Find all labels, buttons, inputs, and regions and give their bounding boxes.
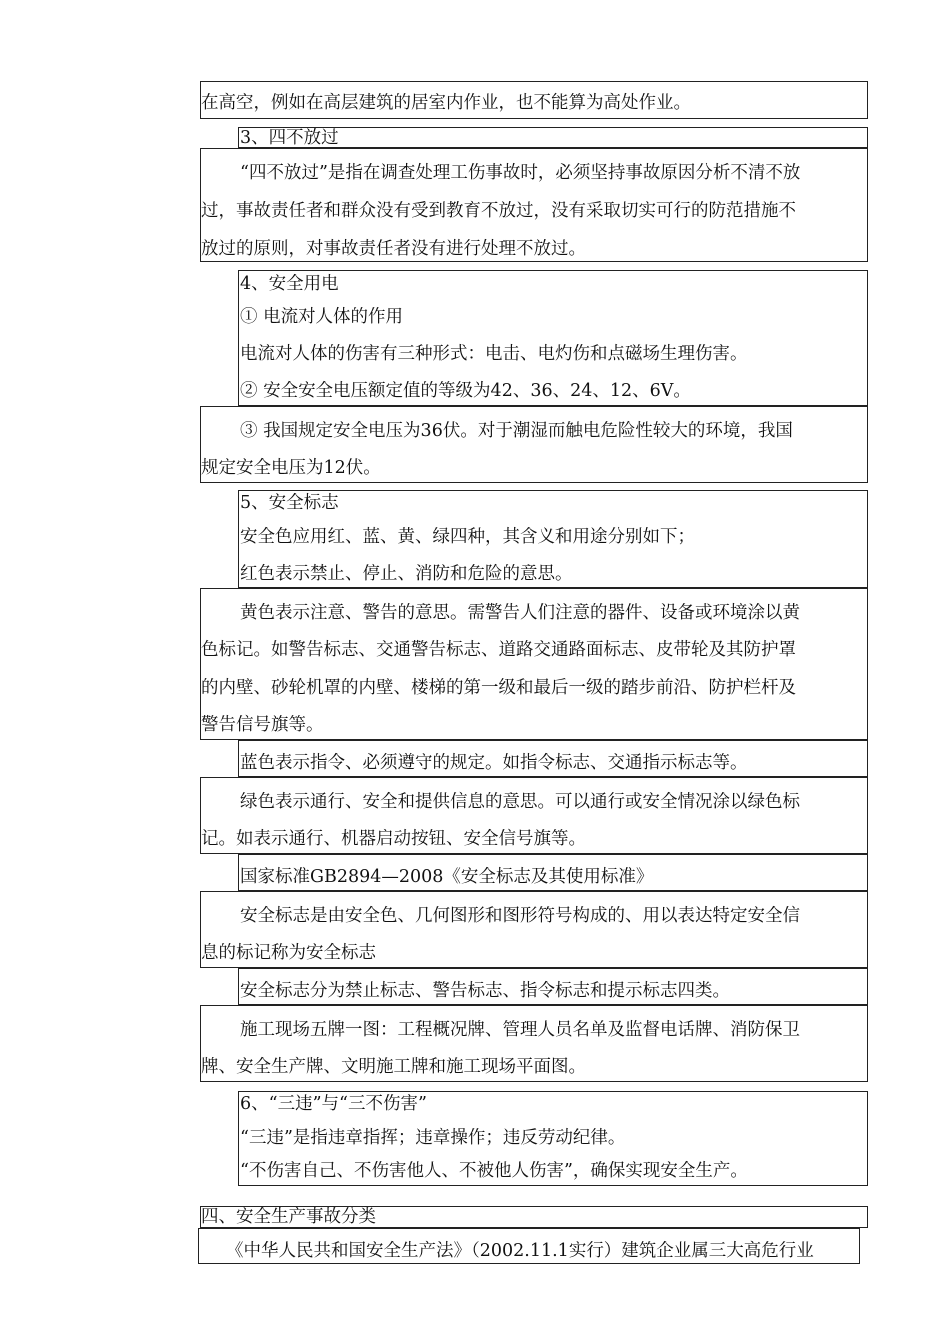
text-line: ① 电流对人体的作用	[240, 307, 404, 327]
section-heading: 6、“三违”与“三不伤害”	[240, 1094, 427, 1114]
text-line: 安全标志分为禁止标志、警告标志、指令标志和提示标志四类。	[240, 981, 730, 1001]
text-line: 在高空，例如在高层建筑的居室内作业，也不能算为高处作业。	[201, 93, 691, 113]
text-line: 施工现场五牌一图：工程概况牌、管理人员名单及监督电话牌、消防保卫	[240, 1020, 800, 1040]
text-line: 电流对人体的伤害有三种形式：电击、电灼伤和点磁场生理伤害。	[240, 344, 748, 364]
text-line: “不伤害自己、不伤害他人、不被他人伤害”，确保实现安全生产。	[240, 1161, 748, 1181]
text-line: ② 安全安全电压额定值的等级为42、36、24、12、6V。	[240, 381, 691, 401]
text-line: 色标记。如警告标志、交通警告标志、道路交通路面标志、皮带轮及其防护罩	[201, 640, 796, 660]
text-line: 的内壁、砂轮机罩的内壁、楼梯的第一级和最后一级的踏步前沿、防护栏杆及	[201, 678, 796, 698]
text-line: 记。如表示通行、机器启动按钮、安全信号旗等。	[201, 829, 586, 849]
chapter-heading: 四、安全生产事故分类	[201, 1207, 376, 1227]
text-line: 警告信号旗等。	[201, 715, 324, 735]
text-line: 绿色表示通行、安全和提供信息的意思。可以通行或安全情况涂以绿色标	[240, 792, 800, 812]
text-line: 安全色应用红、蓝、黄、绿四种，其含义和用途分别如下；	[240, 527, 695, 547]
text-line: 放过的原则，对事故责任者没有进行处理不放过。	[201, 239, 586, 259]
text-line: 安全标志是由安全色、几何图形和图形符号构成的、用以表达特定安全信	[240, 906, 800, 926]
section-heading: 4、安全用电	[240, 274, 339, 294]
text-line: 黄色表示注意、警告的意思。需警告人们注意的器件、设备或环境涂以黄	[240, 603, 800, 623]
text-line: 国家标准GB2894—2008《安全标志及其使用标准》	[240, 867, 654, 887]
text-line: 过，事故责任者和群众没有受到教育不放过，没有采取切实可行的防范措施不	[201, 201, 796, 221]
section-heading: 3、四不放过	[240, 128, 339, 148]
text-line: 规定安全电压为12伏。	[201, 458, 381, 478]
text-line: 红色表示禁止、停止、消防和危险的意思。	[240, 564, 573, 584]
text-line: 牌、安全生产牌、文明施工牌和施工现场平面图。	[201, 1057, 586, 1077]
text-line: 《中华人民共和国安全生产法》（2002.11.1实行）建筑企业属三大高危行业	[226, 1241, 814, 1261]
text-line: “四不放过”是指在调查处理工伤事故时，必须坚持事故原因分析不清不放	[240, 163, 801, 183]
text-line: 息的标记称为安全标志	[201, 943, 376, 963]
text-line: ③ 我国规定安全电压为36伏。对于潮湿而触电危险性较大的环境，我国	[240, 421, 793, 441]
section-heading: 5、安全标志	[240, 493, 339, 513]
text-line: 蓝色表示指令、必须遵守的规定。如指令标志、交通指示标志等。	[240, 753, 748, 773]
text-line: “三违”是指违章指挥；违章操作；违反劳动纪律。	[240, 1128, 626, 1148]
